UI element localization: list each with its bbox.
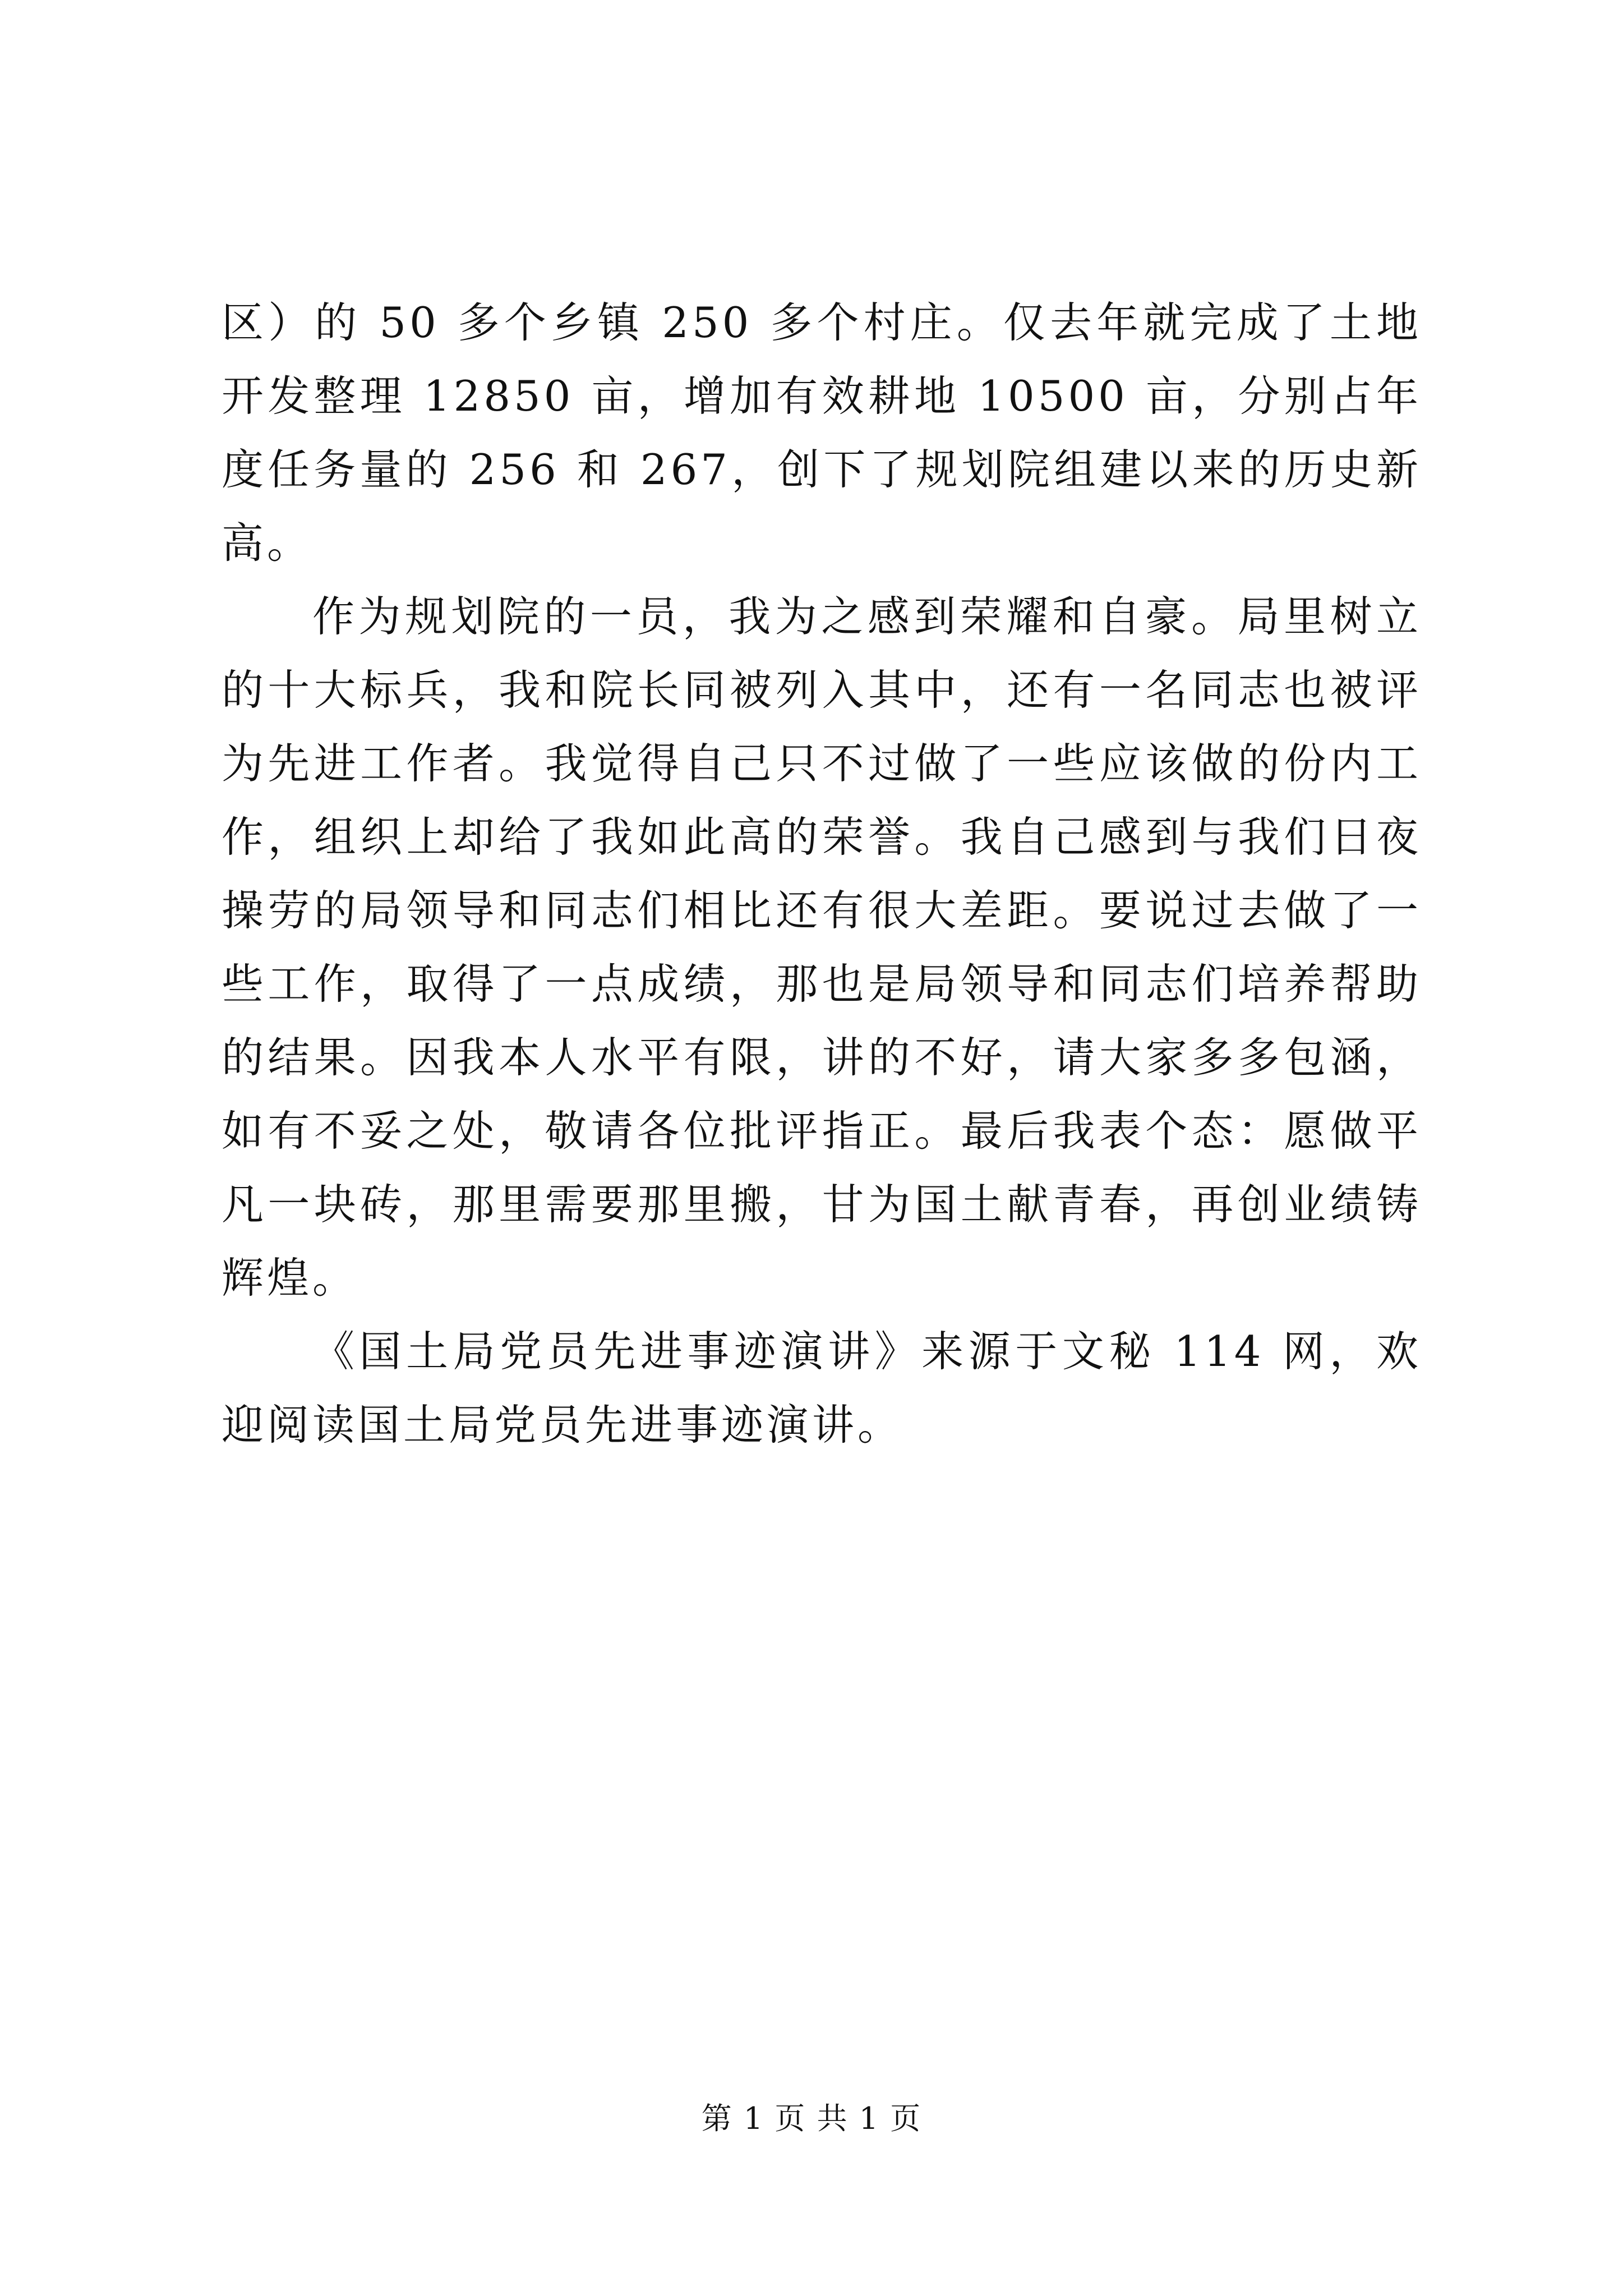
page-footer: 第 1 页 共 1 页 [701, 2101, 922, 2136]
paragraph-1: 区）的 50 多个乡镇 250 多个村庄。仅去年就完成了土地开发整理 12850 亩，增加有效耕地 10500 亩，分别占年度任务量的 256 和 267，创下了规划院组建以来的历史新高。 [222, 298, 1422, 568]
paragraph-3: 《国土局党员先进事迹演讲》来源于文秘 114 网，欢迎阅读国土局党员先进事迹演讲。 [222, 1327, 1422, 1450]
paragraph-2: 作为规划院的一员，我为之感到荣耀和自豪。局里树立的十大标兵，我和院长同被列入其中，还有一名同志也被评为先进工作者。我觉得自己只不过做了一些应该做的份内工作，组织上却给了我如此高的荣誉。我自己感到与我们日夜操劳的局领导和同志们相比还有很大差距。要说过去做了一些工作，取得了一点成绩，那也是局领导和同志们培养帮助的结果。因我本人水平有限，讲的不好，请大家多多包涵，如有不妥之处，敬请各位批评指正。最后我表个态：愿做平凡一块砖，那里需要那里搬，甘为国土献青春，再创业绩铸辉煌。 [222, 592, 1422, 1303]
document-body [222, 286, 1422, 1462]
